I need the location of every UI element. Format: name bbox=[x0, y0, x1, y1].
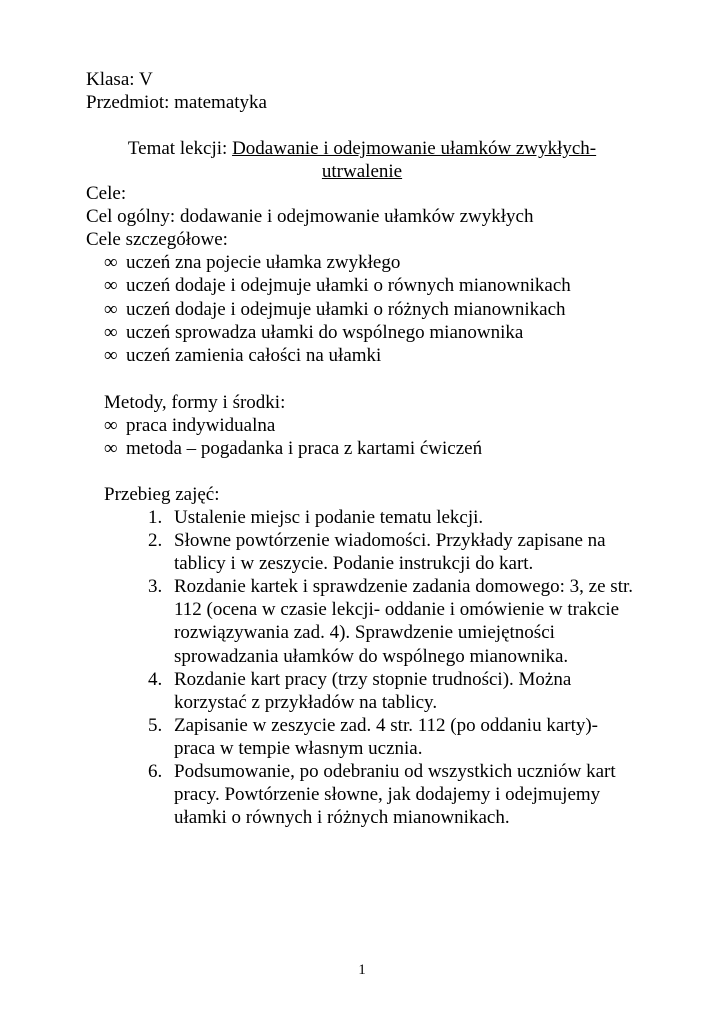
methods-list bbox=[104, 414, 482, 461]
step-number: 6. bbox=[148, 761, 163, 783]
topic-title-part1: Dodawanie i odejmowanie ułamków zwykłych- bbox=[232, 138, 597, 159]
list-item: ∞ uczeń zna pojecie ułamka zwykłego bbox=[104, 252, 401, 273]
step-text: Rozdanie kart pracy (trzy stopnie trudności). Można korzystać z przykładów na tablicy. bbox=[174, 668, 572, 713]
list-item bbox=[148, 529, 638, 575]
infinity-bullet-icon: ∞ bbox=[104, 298, 118, 320]
list-item: ∞ metoda – pogadanka i praca z kartami ćwiczeń bbox=[104, 438, 483, 460]
step-text: Ustalenie miejsc i podanie tematu lekcji. bbox=[174, 507, 484, 528]
step-text: Zapisanie w zeszycie zad. 4 str. 112 (po oddaniu karty)- praca w tempie własnym ucznia. bbox=[174, 714, 599, 759]
subject-line: Przedmiot: matematyka bbox=[86, 92, 267, 113]
infinity-bullet-icon: ∞ bbox=[104, 345, 118, 367]
procedure-steps bbox=[148, 506, 638, 829]
list-item: ∞ uczeń sprowadza ułamki do wspólnego mianownika bbox=[104, 321, 524, 343]
general-goal: Cel ogólny: dodawanie i odejmowanie ułamków zwykłych bbox=[86, 206, 534, 227]
list-item bbox=[148, 506, 638, 529]
goals-heading: Cele: bbox=[86, 183, 127, 204]
list-item: ∞ uczeń dodaje i odejmuje ułamki o różnych mianownikach bbox=[104, 298, 566, 320]
step-text: Słowne powtórzenie wiadomości. Przykłady zapisane na tablicy i w zeszycie. Podanie instrukcji do kart. bbox=[174, 530, 606, 575]
infinity-bullet-icon: ∞ bbox=[104, 415, 118, 436]
list-item bbox=[148, 760, 638, 829]
infinity-bullet-icon: ∞ bbox=[104, 252, 118, 273]
topic-line-2 bbox=[86, 160, 638, 183]
procedure-heading: Przebieg zajęć: bbox=[104, 484, 220, 505]
lesson-topic bbox=[86, 137, 638, 183]
topic-title-part2: utrwalenie bbox=[321, 161, 403, 182]
infinity-bullet-icon: ∞ bbox=[104, 321, 118, 343]
infinity-bullet-icon: ∞ bbox=[104, 275, 118, 297]
list-item: ∞ uczeń dodaje i odejmuje ułamki o równych mianownikach bbox=[104, 275, 571, 297]
list-item bbox=[148, 575, 638, 667]
step-text: Podsumowanie, po odebraniu od wszystkich uczniów kart pracy. Powtórzenie słowne, jak dodajemy i odejmujemy ułamki o równych i różnych mianownikach. bbox=[174, 761, 616, 829]
step-number: 1. bbox=[148, 507, 163, 528]
step-number: 2. bbox=[148, 530, 163, 552]
page-number: 1 bbox=[358, 962, 366, 978]
infinity-bullet-icon: ∞ bbox=[104, 438, 118, 460]
list-item: ∞ uczeń zamienia całości na ułamki bbox=[104, 345, 382, 367]
detailed-goals-list bbox=[104, 251, 571, 367]
step-number: 3. bbox=[148, 576, 163, 598]
class-line: Klasa: V bbox=[86, 69, 153, 90]
list-item bbox=[148, 668, 638, 714]
list-item: ∞ praca indywidualna bbox=[104, 415, 276, 436]
step-number: 4. bbox=[148, 668, 163, 690]
list-item bbox=[148, 714, 638, 760]
detailed-goals-heading: Cele szczegółowe: bbox=[86, 229, 228, 250]
topic-line-1 bbox=[86, 137, 638, 160]
step-text: Rozdanie kartek i sprawdzenie zadania domowego: 3, ze str. 112 (ocena w czasie lekcji- oddanie i omówienie w trakcie rozwiązywania zad. 4). Sprawdzenie umiejętności sprowadzania ułamków do wspólnego mianownika. bbox=[174, 576, 633, 667]
topic-prefix: Temat lekcji: bbox=[127, 138, 233, 159]
methods-heading: Metody, formy i środki: bbox=[104, 392, 286, 413]
step-number: 5. bbox=[148, 714, 163, 736]
